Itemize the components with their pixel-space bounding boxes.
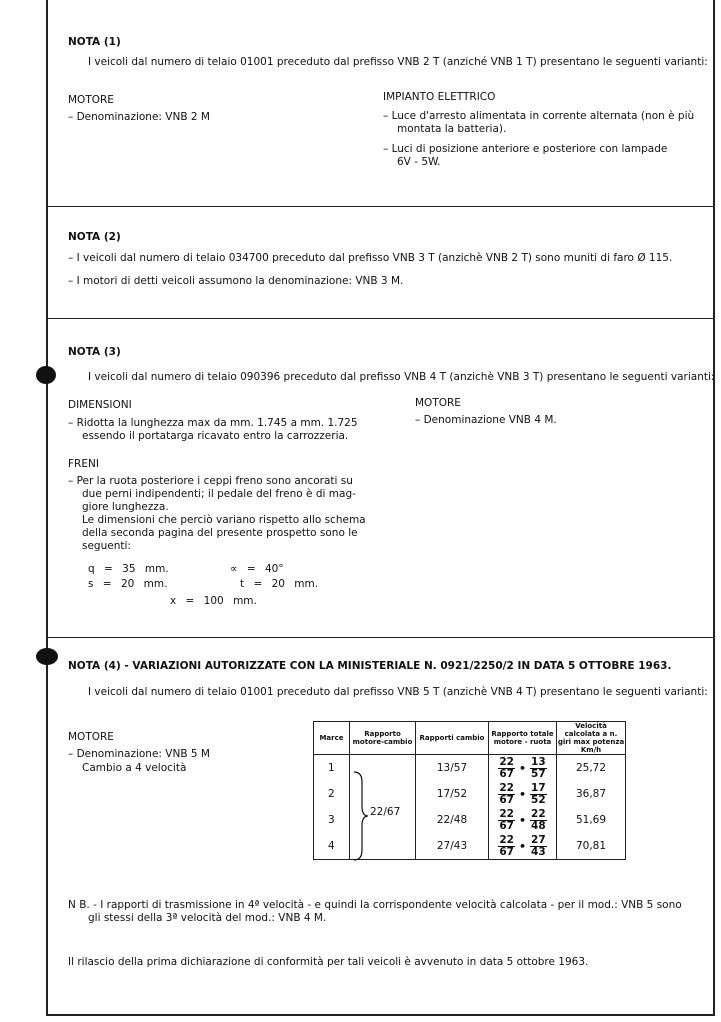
fraction-denominator: 43 — [531, 846, 546, 858]
marcia-cell: 1 — [314, 755, 350, 782]
fraction-numerator: 17 — [531, 782, 546, 794]
col-header-rapporti-cambio: Rapporti cambio — [416, 722, 489, 755]
col-header-rapporto-totale: Rapporto totale motore - ruota — [489, 722, 557, 755]
cambio-cell: 13/57 — [416, 755, 489, 782]
fraction-denominator: 48 — [531, 820, 546, 832]
multiply-dot: • — [518, 788, 527, 801]
fraction-numerator: 22 — [499, 756, 514, 768]
note1-impianto-heading: IMPIANTO ELETTRICO — [383, 91, 496, 103]
fraction-denominator: 52 — [531, 794, 546, 806]
binder-hole-mark — [36, 366, 56, 384]
fraction-numerator: 13 — [531, 756, 546, 768]
note1-impianto-item2: – Luci di posizione anteriore e posteriore con lampade 6V - 5W. — [383, 143, 668, 168]
note4-motore-item2: Cambio a 4 velocità — [82, 762, 187, 774]
note2-line1: – I veicoli dal numero di telaio 034700 preceduto dal prefisso VNB 3 T (anzichè VNB 2 T) sono muniti di faro Ø 115. — [68, 252, 673, 264]
rapporto-totale-cell — [489, 755, 557, 782]
velocita-cell: 36,87 — [557, 781, 626, 807]
note3-dimensioni-heading: DIMENSIONI — [68, 399, 132, 411]
note1-motore-heading: MOTORE — [68, 94, 114, 106]
note3-title: NOTA (3) — [68, 346, 121, 358]
note1-motore-item: – Denominazione: VNB 2 M — [68, 111, 210, 123]
divider-3 — [46, 637, 715, 638]
rapporto-totale-cell — [489, 807, 557, 833]
divider-2 — [46, 318, 715, 319]
fraction-denominator: 67 — [499, 820, 514, 832]
fraction-numerator: 22 — [499, 782, 514, 794]
col-header-motore-cambio: Rapporto motore-cambio — [350, 722, 416, 755]
col-header-marce: Marce — [314, 722, 350, 755]
note4-motore-item1: – Denominazione: VNB 5 M — [68, 748, 210, 760]
rapporto-totale-cell — [489, 781, 557, 807]
note3-freni-heading: FRENI — [68, 458, 99, 470]
fraction-numerator: 22 — [531, 808, 546, 820]
fraction-denominator: 57 — [531, 768, 546, 780]
fraction-numerator: 22 — [499, 808, 514, 820]
marcia-cell: 4 — [314, 833, 350, 860]
ratio-bracket — [352, 770, 372, 862]
divider-1 — [46, 206, 715, 207]
velocita-cell: 70,81 — [557, 833, 626, 860]
note4-nb: N B. - I rapporti di trasmissione in 4ª velocità - e quindi la corrispondente velocità calcolata - per il mod.: VNB 5 sono gli stessi della 3ª velocità del mod.: VNB 4 M. — [68, 899, 682, 924]
col-header-velocita: Velocità calcolata a n. giri max potenza Km/h — [557, 722, 625, 754]
dim-t: t = 20 mm. — [240, 578, 319, 590]
cambio-cell: 27/43 — [416, 833, 489, 860]
dim-x: x = 100 mm. — [170, 595, 257, 607]
fraction-denominator: 67 — [499, 794, 514, 806]
note1-intro: I veicoli dal numero di telaio 01001 preceduto dal prefisso VNB 2 T (anziché VNB 1 T) presentano le seguenti varianti: — [88, 56, 708, 68]
note3-motore-heading: MOTORE — [415, 397, 461, 409]
rapporto-totale-cell — [489, 833, 557, 860]
note1-title: NOTA (1) — [68, 36, 121, 48]
note1-impianto-item1: – Luce d'arresto alimentata in corrente alternata (non è più montata la batteria). — [383, 110, 695, 135]
fraction-denominator: 67 — [499, 846, 514, 858]
fraction-numerator: 27 — [531, 834, 546, 846]
note3-motore-item: – Denominazione VNB 4 M. — [415, 414, 557, 426]
motore-cambio-value: 22/67 — [370, 806, 401, 818]
note4-footer: Il rilascio della prima dichiarazione di conformità per tali veicoli è avvenuto in data 5 ottobre 1963. — [68, 956, 589, 968]
multiply-dot: • — [518, 840, 527, 853]
velocita-cell: 51,69 — [557, 807, 626, 833]
velocita-cell: 25,72 — [557, 755, 626, 782]
marcia-cell: 2 — [314, 781, 350, 807]
note4-intro: I veicoli dal numero di telaio 01001 preceduto dal prefisso VNB 5 T (anzichè VNB 4 T) presentano le seguenti varianti: — [88, 686, 708, 698]
multiply-dot: • — [518, 762, 527, 775]
fraction-denominator: 67 — [499, 768, 514, 780]
note3-dimensioni-item: – Ridotta la lunghezza max da mm. 1.745 a mm. 1.725 essendo il portatarga ricavato entro la carrozzeria. — [68, 417, 358, 442]
cambio-cell: 22/48 — [416, 807, 489, 833]
cambio-cell: 17/52 — [416, 781, 489, 807]
note2-line2: – I motori di detti veicoli assumono la denominazione: VNB 3 M. — [68, 275, 404, 287]
note2-title: NOTA (2) — [68, 231, 121, 243]
multiply-dot: • — [518, 814, 527, 827]
binder-hole-mark — [36, 648, 58, 665]
fraction-numerator: 22 — [499, 834, 514, 846]
dim-q: q = 35 mm. — [88, 563, 169, 575]
marcia-cell: 3 — [314, 807, 350, 833]
dim-alpha: ∝ = 40° — [230, 563, 284, 575]
note3-freni-item: – Per la ruota posteriore i ceppi freno sono ancorati su due perni indipendenti; il pedale del freno è di mag- giore lunghezza. Le dimensioni che perciò variano rispetto allo schema della seconda pagina del presente prospetto sono le seguenti: — [68, 475, 366, 552]
dim-s: s = 20 mm. — [88, 578, 168, 590]
note4-motore-heading: MOTORE — [68, 731, 114, 743]
note3-intro: I veicoli dal numero di telaio 090396 preceduto dal prefisso VNB 4 T (anzichè VNB 3 T) presentano le seguenti varianti: — [88, 371, 715, 383]
note4-title: NOTA (4) - VARIAZIONI AUTORIZZATE CON LA MINISTERIALE N. 0921/2250/2 IN DATA 5 OTTOBRE 1963. — [68, 660, 672, 672]
